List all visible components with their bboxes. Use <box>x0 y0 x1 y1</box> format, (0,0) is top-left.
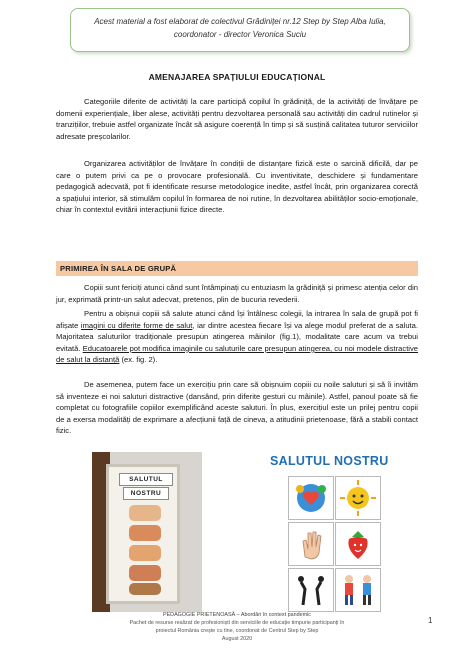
sun-smiley-tile <box>335 476 381 520</box>
footer-line-1: Pachet de resurse realizat de profesioniști din serviciile de educație timpurie participanți în <box>129 620 345 626</box>
p2-underlined-2: Educatoarele pot modifica imaginile cu saluturile care presupun atingerea, cu noi modele distractive de salut la distanță <box>56 343 419 365</box>
footer-date: August 2020 <box>221 636 253 642</box>
footer-line-2: proiectul România crește cu tine, coordonat de Centrul Step by Step <box>155 628 319 634</box>
document-title: AMENAJAREA SPAȚIULUI EDUCAȚIONAL <box>148 72 326 82</box>
header-line-2: coordonator - director Veronica Suciu <box>173 30 307 39</box>
intro-paragraph-2: Organizarea activităților de învățare în condiții de distanțare fizică este o sarcină dificilă, dar pe care o putem privi ca pe o provocare profesională. Cu inventivitate, deschidere și fundamentare pedagogică adecvată, pot fi identificate resurse metodologice inedite, astfel încât, prin organizarea corectă a spațiului interior, să stimulăm copilul în formarea de noi rutine, în dezvoltarea abilităților socio-emoționale, chiar în contextul evitării interacțiunii fizice directe. <box>56 159 418 215</box>
p2-underlined-1: imagini cu diferite forme de salut <box>80 320 193 330</box>
footer-title: PEDAGOGIE PRIETENOASĂ – Abordări în context pandemic <box>162 612 311 618</box>
section-paragraph-2 <box>56 308 418 366</box>
greeting-picture <box>129 583 161 595</box>
hands-heart-tile <box>288 476 334 520</box>
strawberry-icon <box>336 523 380 565</box>
header-box <box>70 8 410 52</box>
section-heading: PRIMIREA ÎN SALA DE GRUPĂ <box>56 261 418 276</box>
people-bowing-icon <box>289 569 333 611</box>
section-paragraph-3: De asemenea, putem face un exercițiu prin care să obișnuim copiii cu noile saluturi și să îi invităm să inventeze ei noi saluturi distractive (dansând, prin diferite gesturi cu mâinile). Astfel, panoul poate să fie completat cu fotografiile copiilor exemplificând aceste saluturi. În plus, exercițiul este un prilej pentru copii de a exersa modalități de exprimare a afecțiunii față de cineva, a atitudinii prietenoase, fără a stabili contact fizic. <box>56 380 418 436</box>
board-label-1: SALUTUL <box>119 473 173 486</box>
board-label-2: NOSTRU <box>123 487 169 500</box>
header-line-1: Acest material a fost elaborat de colectivul Grădiniței nr.12 Step by Step Alba Iulia, <box>94 17 386 26</box>
kids-waving-tile <box>335 568 381 612</box>
hands-heart-icon <box>289 477 333 519</box>
hand-wave-icon <box>289 523 333 565</box>
kids-waving-icon <box>336 569 380 611</box>
bowing-tile <box>288 568 334 612</box>
intro-paragraph-1: Categoriile diferite de activități la care participă copilul în grădiniță, de la activități de învățare pe domenii experiențiale, liber alese, activități pentru dezvoltarea personală sau activități din cadrul rutinelor și tranzițiilor, trebuie astfel organizate încât să asigure coerență în timp și să susțină calitatea tuturor serviciilor adresate preșcolarilor. <box>56 97 418 141</box>
greeting-picture <box>129 505 161 521</box>
greeting-picture <box>129 545 161 561</box>
p2-text-b: , iar dintre acestea fiecare își va alege modul preferat de a saluta. Majoritatea saluturilor tradiționale presupun atingerea mâinilor (fig.1), modalitate care acum va trebui evitată. <box>56 320 418 353</box>
board <box>106 464 180 604</box>
sun-smiley-icon <box>336 477 380 519</box>
p2-text-c: (ex. fig. 2). <box>119 355 158 365</box>
greeting-panel-title: SALUTUL NOSTRU <box>270 454 389 468</box>
greeting-picture <box>129 525 161 541</box>
wave-hand-tile <box>288 522 334 566</box>
section-paragraph-1: Copiii sunt fericiți atunci când sunt întâmpinați cu entuziasm la grădiniță și primesc atenția celor din jur, exprimată printr-un salut adecvat, pretenos, plin de bucuria revederii. <box>56 283 418 304</box>
greeting-board-photo <box>92 452 202 612</box>
p2-text-a: Pentru a obișnui copiii să salute atunci când își întâlnesc colegii, la intrarea în sala de grupă pot fi afișate <box>56 309 418 330</box>
strawberry-tile <box>335 522 381 566</box>
greeting-picture <box>129 565 161 581</box>
page-number: 1 <box>428 616 433 625</box>
